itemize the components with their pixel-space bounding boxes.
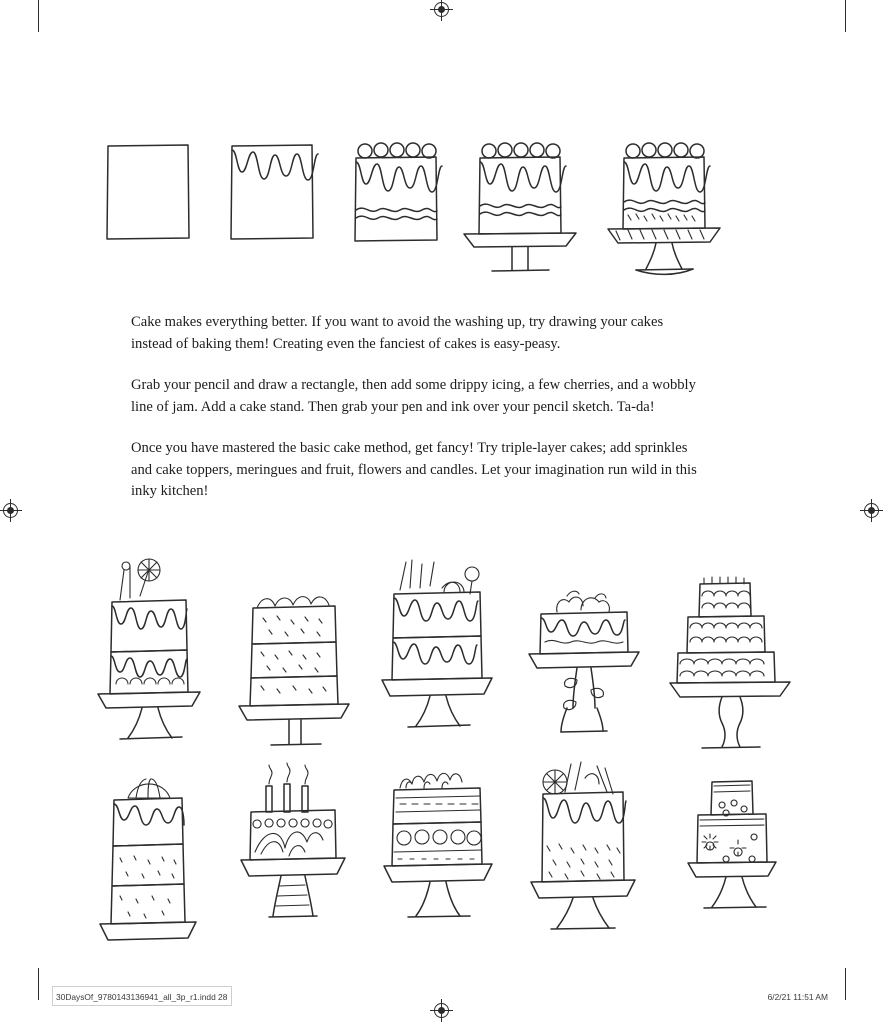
paragraph-3: Once you have mastered the basic cake method, get fancy! Try triple-layer cakes; add sprinkles and cake toppers, meringues and fruit, flowers and candles. Let your imagination run wild in this inky kitchen! [131, 440, 697, 499]
footer-rule-left [52, 986, 53, 1005]
strawberry-layer-cake [231, 556, 363, 756]
footer-rule-right [231, 986, 232, 1005]
paragraph-1: Cake makes everything better. If you want to avoid the washing up, try drawing your cakes instead of baking them! Creating even the fanciest of cakes is easy-peasy. [131, 314, 664, 352]
citrus-slice-drip-cake [86, 556, 218, 756]
lollipop-topper-cake [376, 556, 508, 756]
strawberry-top-pedestal-cake [521, 556, 653, 756]
shell-topper-cake [86, 760, 218, 960]
gallery-row [86, 760, 798, 960]
floral-square-cake [666, 760, 798, 960]
gallery-row [86, 556, 798, 756]
step-rectangle [107, 145, 189, 239]
meringue-swirl-cake [376, 760, 508, 960]
step-jam-and-cherries [355, 143, 442, 241]
footer-rule-bottom [52, 1005, 232, 1006]
step-drippy-icing [231, 145, 318, 239]
orange-straw-drip-cake [521, 760, 653, 960]
footer-file-slug: 30DaysOf_9780143136941_all_3p_r1.indd 28 [56, 992, 228, 1002]
cake-gallery [86, 556, 798, 966]
birthday-candle-cake [231, 760, 363, 960]
step-sequence-strip [88, 118, 778, 288]
scalloped-tiered-cake [666, 556, 798, 756]
step-finished-cake [608, 143, 720, 274]
footer-rule-top [52, 986, 232, 987]
step-cake-stand [464, 143, 576, 271]
paragraph-2: Grab your pencil and draw a rectangle, then add some drippy icing, a few cherries, and a wobbly line of jam. Add a cake stand. Then grab your pen and ink over your pencil sketch. Ta-da! [131, 377, 696, 415]
body-copy [131, 312, 706, 503]
footer-timestamp: 6/2/21 11:51 AM [767, 992, 828, 1002]
page-footer [0, 988, 884, 1008]
